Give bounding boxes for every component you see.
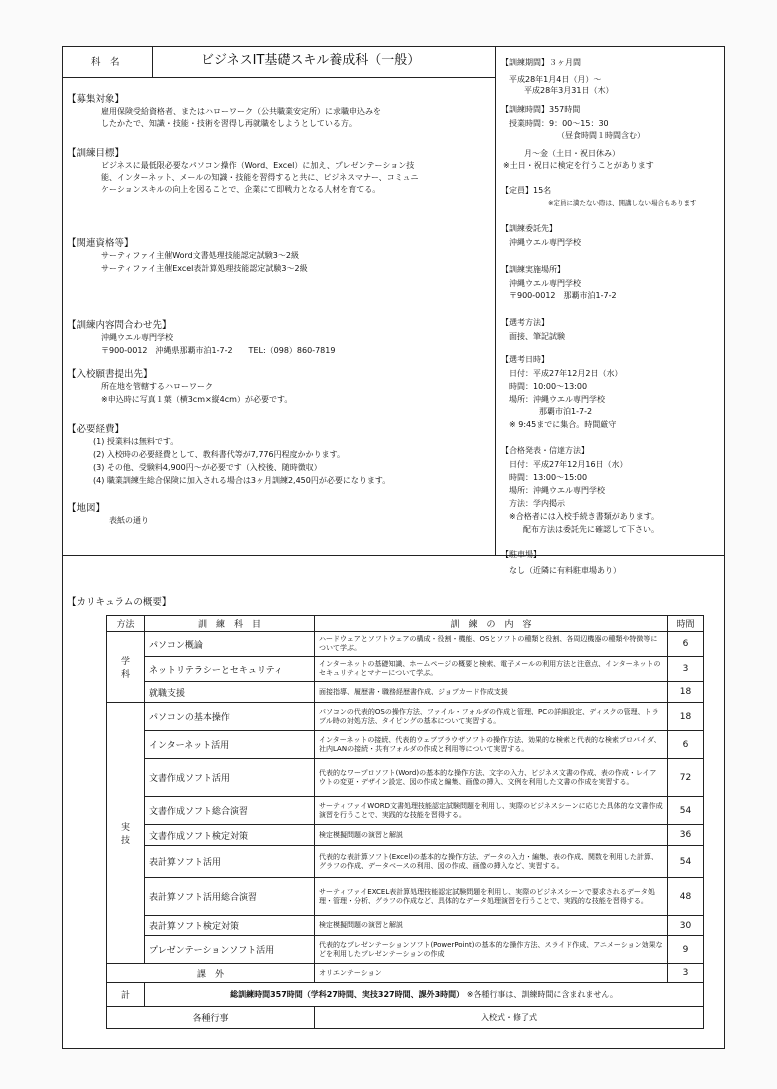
map-heading: 【地図】 [67, 503, 106, 514]
subject: 表計算ソフト活用 [145, 846, 315, 878]
table-row [107, 936, 704, 964]
selection-date-heading: 【選考日時】 [501, 355, 549, 364]
selection-heading: 【選考方法】 [501, 318, 549, 327]
table-row [107, 846, 704, 878]
subject: 表計算ソフト検定対策 [145, 916, 315, 936]
content: パソコンの代表的OSの操作方法、ファイル・フォルダの作成と管理、PCの詳細設定、ディスクの管理、トラブル時の対処方法、タイピングの基本について実習する。 [315, 703, 668, 731]
announce-line: ※合格者には入校手続き書類があります。 [509, 512, 660, 521]
table-row [107, 916, 704, 936]
hours: 54 [668, 846, 704, 878]
curriculum-table [106, 615, 704, 1029]
table-row [107, 657, 704, 682]
venue-heading: 【訓練実施場所】 [501, 265, 565, 274]
table-row [107, 797, 704, 825]
hours: 36 [668, 825, 704, 846]
qualification-heading: 【関連資格等】 [67, 238, 134, 249]
table-row [107, 703, 704, 731]
content: 代表的なプレゼンテーションソフト(PowerPoint)の基本的な操作方法、スライド作成、アニメーション効果などを利用したプレゼンテーションの作成 [315, 936, 668, 964]
subject: 文書作成ソフト活用 [145, 759, 315, 797]
content: ハードウェアとソフトウェアの構成・役割・機能、OSとソフトの種類と役割、各周辺機器の種類や特徴等について学ぶ。 [315, 632, 668, 657]
selection-date-line: 場所：沖縄ウエル専門学校 [509, 395, 605, 404]
table-row-events [107, 1007, 704, 1029]
announce-line: 方法：学内掲示 [509, 499, 565, 508]
subject: パソコンの基本操作 [145, 703, 315, 731]
venue-line: 〒900-0012 那覇市泊1-7-2 [509, 291, 617, 300]
period-line: 平成28年1月4日（月）～ [509, 75, 602, 84]
events-content: 入校式・修了式 [315, 1007, 704, 1029]
table-row [107, 825, 704, 846]
content: 代表的な表計算ソフト(Excel)の基本的な操作方法、データの入力・編集、表の作成、関数を利用した計算、グラフの作成、データベースの利用、図の作成、画像の挿入など、実習する。 [315, 846, 668, 878]
course-info-sheet [62, 46, 725, 1049]
content: サーティファイEXCEL表計算処理技能認定試験問題を利用し、実際のビジネスシーンで要求されるデータ処理・管理・分析、グラフの作成など、具体的なデータ処理演習を行うことで、実践的な技能を習得する。 [315, 878, 668, 916]
total-content-cell [145, 983, 704, 1007]
table-row [107, 878, 704, 916]
goal-line: 能、インターネット、メールの知識・技能を習得すると共に、ビジネスマナー、コミュニ [101, 173, 419, 182]
application-line: ※申込時に写真１葉（横3cm×縦4cm）が必要です。 [101, 395, 293, 404]
content: 検定模擬問題の演習と解説 [315, 825, 668, 846]
announce-line: 配布方法は委託先に確認して下さい。 [523, 525, 659, 534]
announce-line: 場所：沖縄ウエル専門学校 [509, 486, 605, 495]
goal-line: ビジネスに最低限必要なパソコン操作（Word、Excel）に加え、プレゼンテーション技 [101, 161, 415, 170]
time-line: 授業時間：9：00～15：30 [509, 119, 609, 128]
expenses-line: (1) 授業料は無料です。 [93, 437, 179, 446]
subject: 文書作成ソフト総合演習 [145, 797, 315, 825]
hours: 6 [668, 632, 704, 657]
total-label: 計 [107, 983, 145, 1007]
hours: 48 [668, 878, 704, 916]
subject: 就職支援 [145, 682, 315, 703]
time-line: 月～金（土日・祝日休み） [524, 149, 620, 158]
hours: 54 [668, 797, 704, 825]
announce-line: 時間：13:00～15:00 [509, 473, 588, 482]
content: 検定模擬問題の演習と解説 [315, 916, 668, 936]
capacity-note: ※定員に満たない際は、開講しない場合もあります [548, 199, 697, 207]
expenses-heading: 【必要経費】 [67, 424, 125, 435]
content: 面接指導、履歴書・職務経歴書作成、ジョブカード作成支援 [315, 682, 668, 703]
announce-heading: 【合格発表・信達方法】 [501, 446, 589, 455]
table-row [107, 759, 704, 797]
hours: 30 [668, 916, 704, 936]
events-label: 各種行事 [107, 1007, 315, 1029]
expenses-line: (3) その他、受験料4,900円～が必要です（入校後、随時徴収） [93, 463, 322, 472]
subject: 表計算ソフト活用総合演習 [145, 878, 315, 916]
col-method: 方法 [107, 616, 145, 632]
time-heading: 【訓練時間】357時間 [501, 105, 581, 114]
col-subject: 訓 練 科 目 [145, 616, 315, 632]
content: 代表的なワープロソフト(Word)の基本的な操作方法、文字の入力、ビジネス文書の作成、表の作成・レイアウトの変更・デザイン設定、図の作成と編集、画像の挿入、文例を利用した文書の作成を実習する。 [315, 759, 668, 797]
selection-date-line: 時間：10:00～13:00 [509, 382, 588, 391]
recruit-line: したかたで、知識・技能・技術を習得し再就職をしようとしている方。 [101, 119, 357, 128]
content: インターネットの基礎知識、ホームページの概要と検索、電子メールの利用方法と注意点、インターネットのセキュリティとマナーについて学ぶ。 [315, 657, 668, 682]
subject: 文書作成ソフト検定対策 [145, 825, 315, 846]
table-row [107, 731, 704, 759]
trustee-heading: 【訓練委託先】 [501, 224, 557, 233]
goal-heading: 【訓練目標】 [67, 148, 125, 159]
contact-heading: 【訓練内容問合わせ先】 [67, 320, 172, 331]
period-heading: 【訓練期間】３ヶ月間 [501, 58, 581, 67]
goal-line: ケーションスキルの向上を図ることで、企業にて即戦力となる人材を育てる。 [101, 185, 381, 194]
col-content: 訓 練 の 内 容 [315, 616, 668, 632]
selection-date-line: ※ 9:45までに集合。時間厳守 [509, 420, 617, 429]
time-line: （昼食時間１時間含む） [557, 131, 645, 140]
parking-heading: 【駐車場】 [501, 550, 541, 559]
course-label: 科 名 [91, 57, 120, 68]
hours: 3 [668, 657, 704, 682]
content: インターネットの接続、代表的ウェブブラウザソフトの操作方法、効果的な検索と代表的な検索プロバイダ、社内LANの接続・共有フォルダの作成と利用等について実習する。 [315, 731, 668, 759]
expenses-line: (4) 職業訓練生総合保険に加入される場合は3ヶ月訓練2,450円が必要になります。 [93, 476, 391, 485]
subject: インターネット活用 [145, 731, 315, 759]
content: サーティファイWORD文書処理技能認定試験問題を利用し、実際のビジネスシーンに応じた具体的な文書作成演習を行うことで、実践的な技能を習得する。 [315, 797, 668, 825]
selection-line: 面接、筆記試験 [509, 332, 565, 341]
table-row [107, 682, 704, 703]
category-academic: 学 科 [107, 632, 145, 703]
subject: パソコン概論 [145, 632, 315, 657]
trustee-line: 沖縄ウエル専門学校 [509, 238, 581, 247]
capacity-heading: 【定員】15名 [501, 186, 552, 195]
map-line: 表紙の通り [109, 516, 149, 525]
total-content: 総訓練時間357時間（学科27時間、実技327時間、課外3時間） [230, 990, 465, 999]
parking-line: なし（近隣に有料駐車場あり） [509, 566, 621, 575]
hours: 9 [668, 936, 704, 964]
hours: 18 [668, 703, 704, 731]
extra-content: オリエンテーション [315, 964, 668, 983]
selection-date-line: 那覇市泊1-7-2 [539, 407, 593, 416]
announce-line: 日付：平成27年12月16日（水） [509, 460, 628, 469]
period-line: 平成28年3月31日（木） [524, 86, 614, 95]
curriculum-header-row [107, 616, 704, 632]
total-note: ※各種行事は、訓練時間に含まれません。 [466, 990, 618, 999]
hours: 6 [668, 731, 704, 759]
time-line: ※土日・祝日に検定を行うことがあります [503, 161, 654, 170]
expenses-line: (2) 入校時の必要経費として、教科書代等が7,776円程度かかります。 [93, 450, 345, 459]
table-row-total [107, 983, 704, 1007]
subject: プレゼンテーションソフト活用 [145, 936, 315, 964]
extra-label: 課 外 [107, 964, 315, 983]
table-row [107, 632, 704, 657]
col-hours: 時間 [668, 616, 704, 632]
application-line: 所在地を管轄するハローワーク [101, 382, 213, 391]
category-practical: 実 技 [107, 703, 145, 964]
subject: ネットリテラシーとセキュリティ [145, 657, 315, 682]
hours: 72 [668, 759, 704, 797]
table-row-extra [107, 964, 704, 983]
application-heading: 【入校願書提出先】 [67, 369, 153, 380]
selection-date-line: 日付：平成27年12月2日（水） [509, 369, 623, 378]
course-name: ビジネスIT基礎スキル養成科（一般） [201, 53, 421, 68]
venue-line: 沖縄ウエル専門学校 [509, 279, 581, 288]
qualification-line: サーティファイ主催Excel表計算処理技能認定試験3～2級 [101, 264, 308, 273]
hours: 18 [668, 682, 704, 703]
curriculum-heading: 【カリキュラムの概要】 [67, 597, 172, 608]
contact-line: 〒900-0012 沖縄県那覇市泊1-7-2 TEL:（098）860-7819 [101, 346, 336, 355]
recruit-heading: 【募集対象】 [67, 94, 125, 105]
recruit-line: 雇用保険受給資格者、またはハローワーク（公共職業安定所）に求職申込みを [101, 107, 381, 116]
contact-line: 沖縄ウエル専門学校 [101, 333, 173, 342]
extra-hours: 3 [668, 964, 704, 983]
qualification-line: サーティファイ主催Word文書処理技能認定試験3～2級 [101, 251, 299, 260]
